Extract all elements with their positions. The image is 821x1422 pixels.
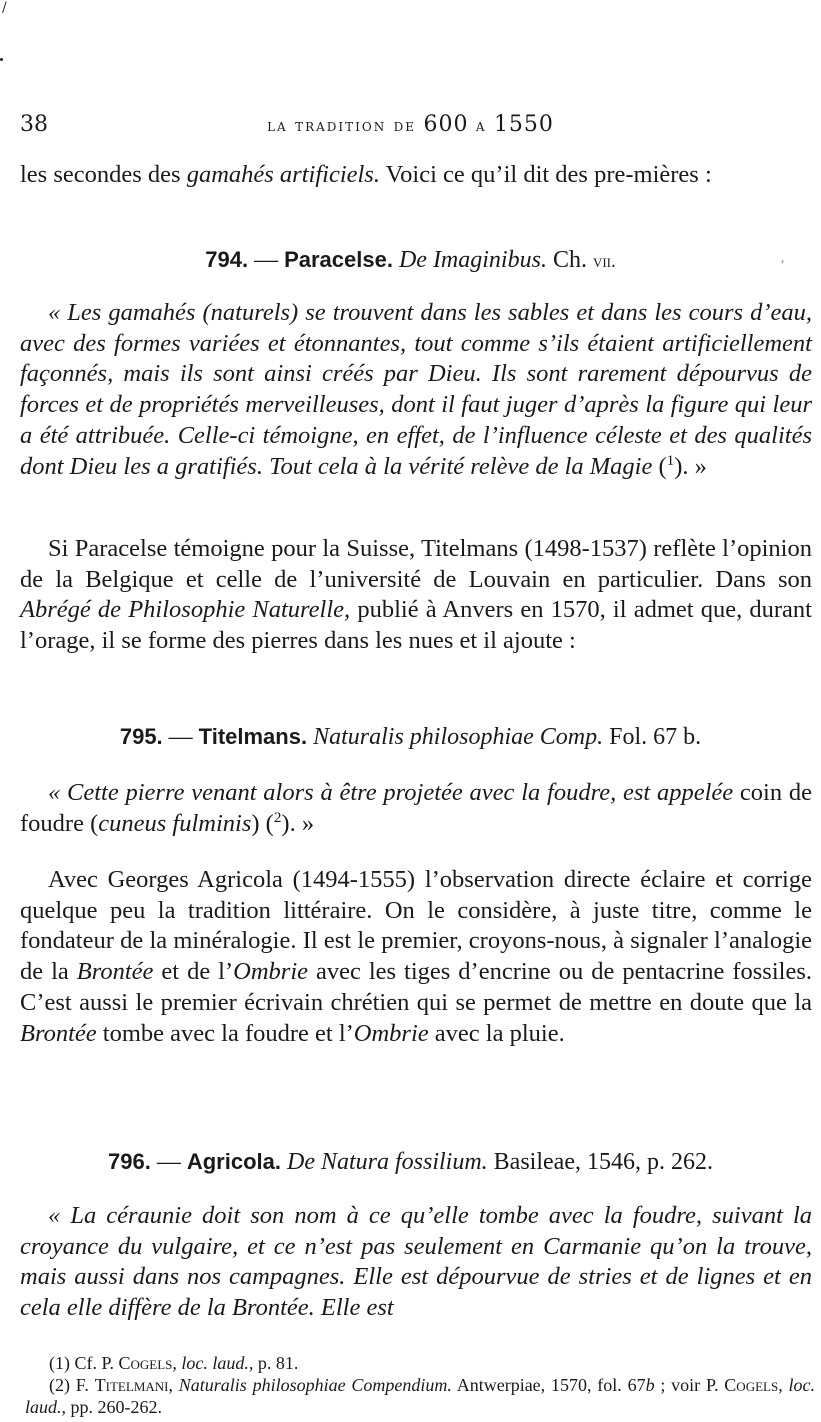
- text-run: Voici ce qu’il dit des pre-mières :: [379, 161, 712, 188]
- entry-author: Agricola.: [186, 1149, 281, 1174]
- text-run-italic: Ombrie: [353, 1019, 429, 1047]
- text-run: tombe avec la foudre et l’: [96, 1019, 354, 1047]
- text-run-italic: loc. laud.,: [176, 1353, 254, 1373]
- note-open: (: [652, 452, 667, 480]
- running-title-year-start: 600: [423, 112, 469, 137]
- text-run: Avec Georges Agricola (1494-1555) l’observation directe éclaire et corrige quelque peu la tradition littéraire. On le considère, à juste titre, comme le fondateur de la minéralogie. Il est le premier, croyons-nous, à signaler l’analogie de la: [20, 866, 812, 986]
- text-run: les secondes des: [20, 161, 187, 188]
- scan-mark: /: [2, 0, 7, 16]
- entry-dash: —: [248, 247, 285, 273]
- text-run: coin de foudre (: [20, 779, 812, 837]
- text-run: p. 81.: [253, 1353, 299, 1373]
- text-run-italic: Naturalis philosophiae Compendium.: [172, 1375, 452, 1395]
- quote-795: [20, 778, 812, 839]
- text-run: avec la pluie.: [428, 1019, 565, 1047]
- page-number: 38: [20, 112, 48, 137]
- running-title-a: a: [468, 116, 494, 136]
- entry-work: Naturalis philosophiae Comp.: [307, 724, 604, 750]
- note-close: ). »: [674, 452, 707, 480]
- entry-work: De Natura fossilium.: [280, 1149, 488, 1175]
- footnote-ref[interactable]: 1: [666, 451, 675, 469]
- footnote-ref[interactable]: 2: [273, 808, 282, 826]
- author-name: Cogels,: [724, 1375, 783, 1395]
- running-title-text: la tradition de: [267, 116, 424, 136]
- stray-mark: ˒: [781, 255, 785, 269]
- text-run: Cf. P.: [70, 1353, 119, 1373]
- running-title-year-end: 1550: [493, 112, 554, 137]
- text-run-italic: gamahés artificiels.: [186, 161, 380, 188]
- page-header: [20, 112, 801, 142]
- text-run-italic: Abrégé de Philosophie Naturelle,: [20, 596, 351, 624]
- text-run: F.: [70, 1375, 95, 1395]
- text-run-italic: loc. laud.,: [25, 1375, 815, 1417]
- text-run: pp. 260-262.: [66, 1397, 163, 1417]
- paragraph-intro: [20, 160, 812, 191]
- entry-796-heading: [20, 1147, 801, 1177]
- entry-ref: Ch.: [546, 247, 593, 273]
- text-run: avec les tiges d’encrine ou de pentacrine fossiles. C’est aussi le premier écrivain chrétien qui se permet de mettre en doute que la: [20, 958, 812, 1016]
- text-run: et de l’: [153, 958, 234, 986]
- footnote-number: (2): [49, 1375, 70, 1395]
- footnote-2: [25, 1374, 815, 1418]
- quote-text: « La céraunie doit son nom à ce qu’elle tombe avec la foudre, suivant la croyance du vulgaire, et ce n’est pas seulement en Carmanie qu’on la trouve, mais aussi dans nos campagnes. Elle est dépourvue de stries et de lignes et en cela elle diffère de la Brontée. Elle est: [20, 1202, 812, 1322]
- text-run: ; voir P.: [654, 1375, 725, 1395]
- entry-ref: Fol. 67 b.: [603, 724, 702, 750]
- text-run: ) (: [251, 809, 274, 837]
- paragraph-titelmans: [20, 534, 812, 657]
- entry-dash: —: [162, 724, 199, 750]
- entry-794-heading: [20, 245, 801, 277]
- text-run: ). »: [281, 809, 315, 837]
- entry-number: 794.: [205, 247, 249, 272]
- scan-dot: [0, 58, 3, 61]
- entry-work: De Imaginibus.: [392, 247, 547, 273]
- entry-ref: Basileae, 1546, p. 262.: [487, 1149, 713, 1175]
- author-name: Titelmani,: [94, 1375, 173, 1395]
- text-run-italic: b: [645, 1375, 655, 1395]
- text-run: Antwerpiae, 1570, fol. 67: [451, 1375, 646, 1395]
- entry-number: 796.: [108, 1149, 151, 1174]
- footnote-1: [25, 1352, 815, 1374]
- text-run-italic: Brontée: [76, 958, 154, 986]
- text-run: publié à Anvers en 1570, il admet que, durant l’orage, il se forme des pierres dans les nues et il ajoute :: [20, 596, 812, 655]
- text-run: Si Paracelse témoigne pour la Suisse, Titelmans (1498-1537) reflète l’opinion de la Belgique et celle de l’université de Louvain en particulier. Dans son: [20, 535, 812, 593]
- text-run-italic: cuneus fulminis: [98, 809, 252, 837]
- entry-author: Paracelse.: [284, 247, 393, 272]
- entry-795-heading: [20, 722, 801, 752]
- quote-796: [20, 1201, 812, 1324]
- text-run-italic: Brontée: [20, 1019, 97, 1047]
- text-run-italic: Ombrie: [233, 958, 309, 986]
- entry-number: 795.: [119, 724, 163, 749]
- author-name: Cogels,: [118, 1353, 177, 1373]
- running-title: [20, 112, 801, 137]
- quote-text: « Cette pierre venant alors à être projetée avec la foudre, est appelée: [48, 779, 734, 806]
- footnotes: [25, 1352, 815, 1418]
- entry-author: Titelmans.: [198, 724, 308, 749]
- entry-dash: —: [150, 1149, 187, 1175]
- quote-text: « Les gamahés (naturels) se trouvent dans les sables et dans les cours d’eau, avec des formes variées et étonnantes, tout comme s’ils étaient artificiellement façonnés, mais ils sont ainsi créés par Dieu. Ils sont rarement dépourvus de forces et de propriétés merveilleuses, dont il faut juger d’après la figure qui leur a été attribuée. Celle-ci témoigne, en effet, de l’influence céleste et des qualités dont Dieu les a gratifiés. Tout cela à la vérité relève de la Magie: [20, 299, 812, 480]
- quote-794: [20, 298, 812, 482]
- entry-ref-chapter: vii.: [592, 251, 616, 272]
- footnote-number: (1): [49, 1353, 70, 1373]
- paragraph-agricola: [20, 865, 812, 1049]
